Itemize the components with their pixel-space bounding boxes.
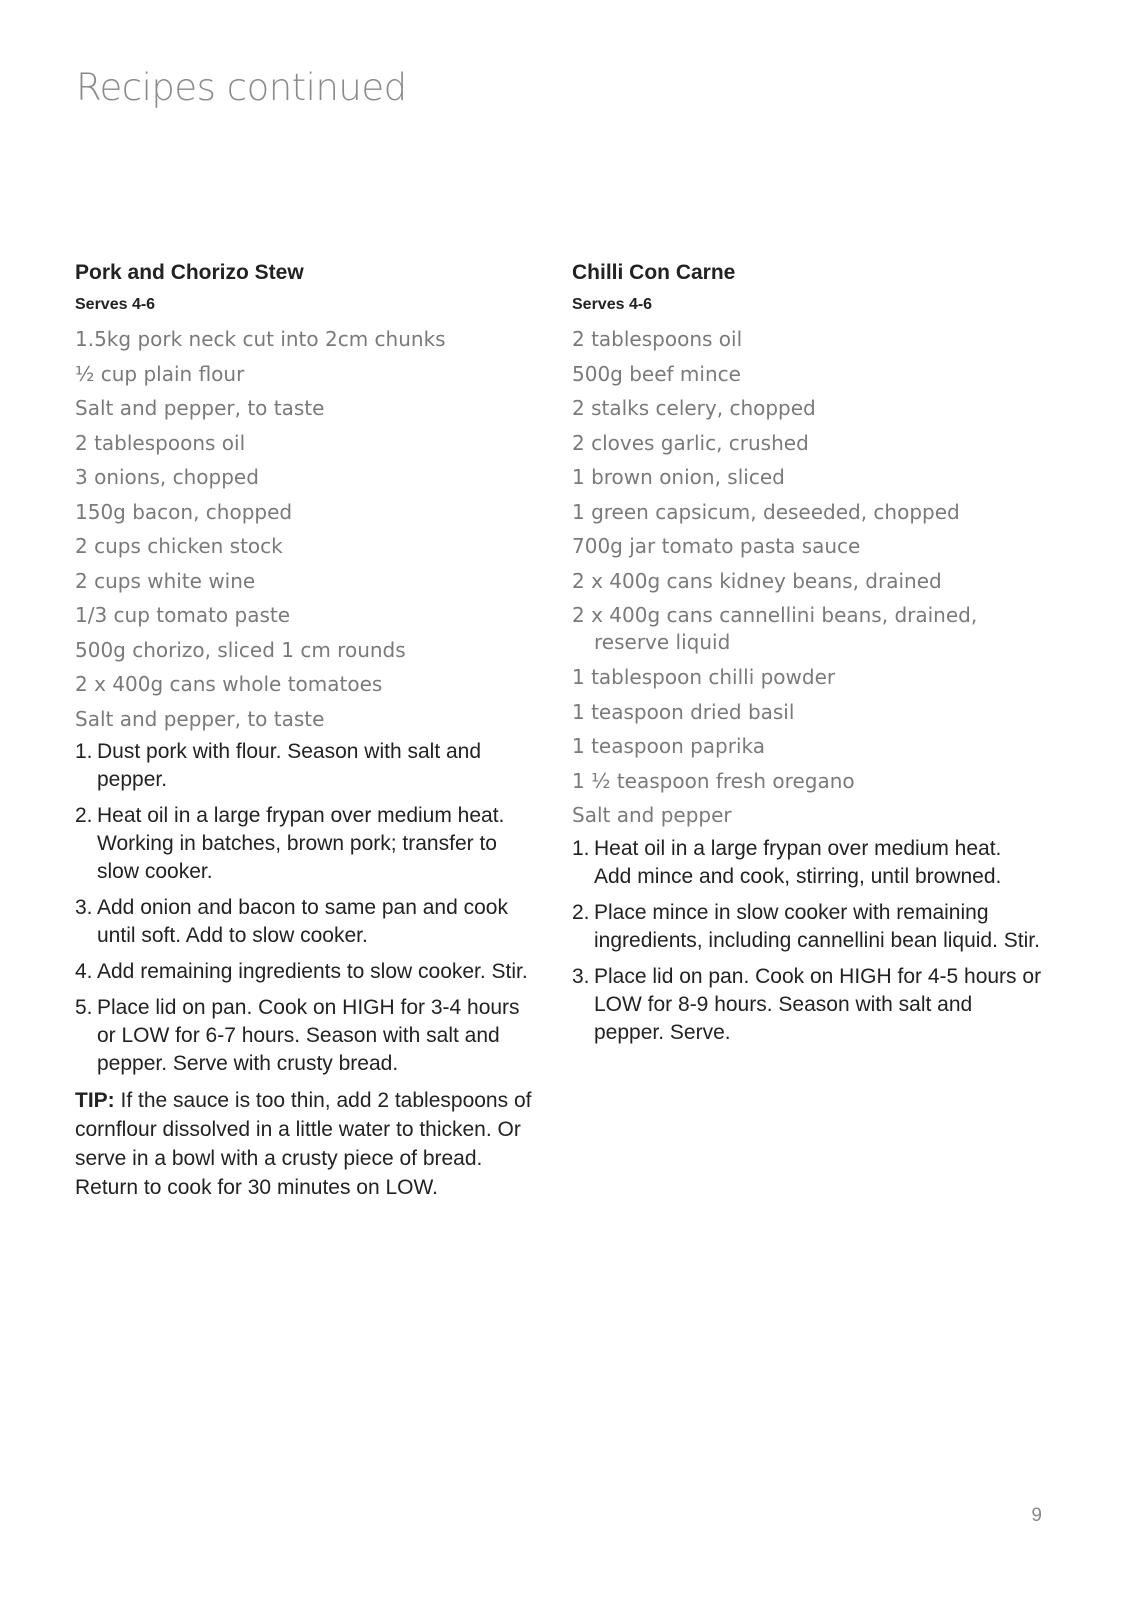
ingredient-list (572, 322, 1042, 833)
ingredient-item: 1 teaspoon dried basil (572, 699, 795, 724)
ingredient-item: 3 onions, chopped (75, 465, 259, 489)
method-steps (572, 835, 1042, 1047)
recipe-title: Pork and Chorizo Stew (75, 261, 304, 284)
ingredient-item: 2 cups chicken stock (75, 534, 283, 558)
step-number: 5. (75, 996, 93, 1019)
step-text: Place lid on pan. Cook on HIGH for 3-4 hours or LOW for 6-7 hours. Season with salt and pepper. Serve with crusty bread. (97, 996, 520, 1075)
step-number: 4. (75, 960, 93, 983)
ingredient-item: 2 x 400g cans whole tomatoes (75, 672, 383, 696)
ingredient-item: 1.5kg pork neck cut into 2cm chunks (75, 327, 446, 351)
recipe-title: Chilli Con Carne (572, 261, 736, 284)
ingredient-item: 1 ½ teaspoon fresh oregano (572, 768, 855, 793)
ingredient-item: 1 brown onion, sliced (572, 465, 785, 489)
page-title: Recipes continued (76, 66, 407, 109)
recipe-pork-chorizo-stew (75, 258, 535, 1223)
method-step (572, 835, 1042, 891)
ingredient-item: 1/3 cup tomato paste (75, 603, 291, 627)
recipe-tip (75, 1086, 535, 1202)
ingredient-item: 2 cups white wine (75, 568, 256, 593)
method-step (75, 894, 535, 950)
step-text: Heat oil in a large frypan over medium heat. Working in batches, brown pork; transfer to slow cooker. (97, 804, 505, 883)
ingredient-item: 500g beef mince (572, 361, 741, 386)
ingredient-item: 2 x 400g cans cannellini beans, drained, reserve liquid (572, 603, 978, 654)
ingredient-item: 2 stalks celery, chopped (572, 396, 816, 420)
tip-label: TIP: (75, 1089, 115, 1112)
step-text: Dust pork with flour. Season with salt and pepper. (97, 740, 482, 791)
method-step (75, 994, 535, 1078)
ingredient-item: 700g jar tomato pasta sauce (572, 534, 861, 558)
step-text: Add onion and bacon to same pan and cook until soft. Add to slow cooker. (97, 896, 508, 947)
ingredient-item: 2 x 400g cans kidney beans, drained (572, 568, 942, 593)
method-step (75, 738, 535, 794)
page-number: 9 (1031, 1505, 1042, 1526)
recipe-serves: Serves 4-6 (572, 296, 653, 313)
ingredient-item: 2 tablespoons oil (75, 430, 246, 455)
step-text: Add remaining ingredients to slow cooker. Stir. (97, 960, 528, 983)
step-number: 3. (572, 964, 590, 988)
ingredient-item: Salt and pepper, to taste (75, 706, 325, 731)
step-number: 3. (75, 896, 93, 919)
ingredient-item: Salt and pepper (572, 803, 732, 827)
step-number: 1. (572, 836, 590, 860)
method-step (572, 899, 1042, 955)
step-text: Place mince in slow cooker with remaining ingredients, including cannellini bean liquid. Stir. (594, 900, 1040, 952)
step-number: 2. (75, 804, 93, 827)
ingredient-item: 2 tablespoons oil (572, 327, 743, 351)
tip-text: If the sauce is too thin, add 2 tablespoons of cornflour dissolved in a little water to thicken. Or serve in a bowl with a crusty piece of bread. Return to cook for 30 minutes on LOW. (75, 1089, 532, 1199)
ingredient-item: Salt and pepper, to taste (75, 396, 325, 420)
step-number: 2. (572, 900, 590, 924)
ingredient-item: 500g chorizo, sliced 1 cm rounds (75, 637, 406, 662)
recipe-chilli-con-carne (572, 258, 1042, 1055)
ingredient-item: 150g bacon, chopped (75, 499, 293, 524)
ingredient-item: 1 tablespoon chilli powder (572, 665, 836, 689)
method-step (75, 958, 535, 986)
ingredient-item: ½ cup plain flour (75, 361, 245, 386)
step-text: Place lid on pan. Cook on HIGH for 4-5 hours or LOW for 8-9 hours. Season with salt and pepper. Serve. (594, 964, 1042, 1044)
recipe-serves: Serves 4-6 (75, 296, 156, 313)
method-step (572, 963, 1042, 1047)
method-steps (75, 738, 535, 1078)
ingredient-list (75, 322, 535, 736)
ingredient-item: 1 green capsicum, deseeded, chopped (572, 499, 960, 524)
step-number: 1. (75, 740, 93, 763)
step-text: Heat oil in a large frypan over medium heat. Add mince and cook, stirring, until browned. (594, 836, 1002, 888)
ingredient-item: 1 teaspoon paprika (572, 734, 766, 758)
ingredient-item: 2 cloves garlic, crushed (572, 430, 809, 455)
method-step (75, 802, 535, 886)
